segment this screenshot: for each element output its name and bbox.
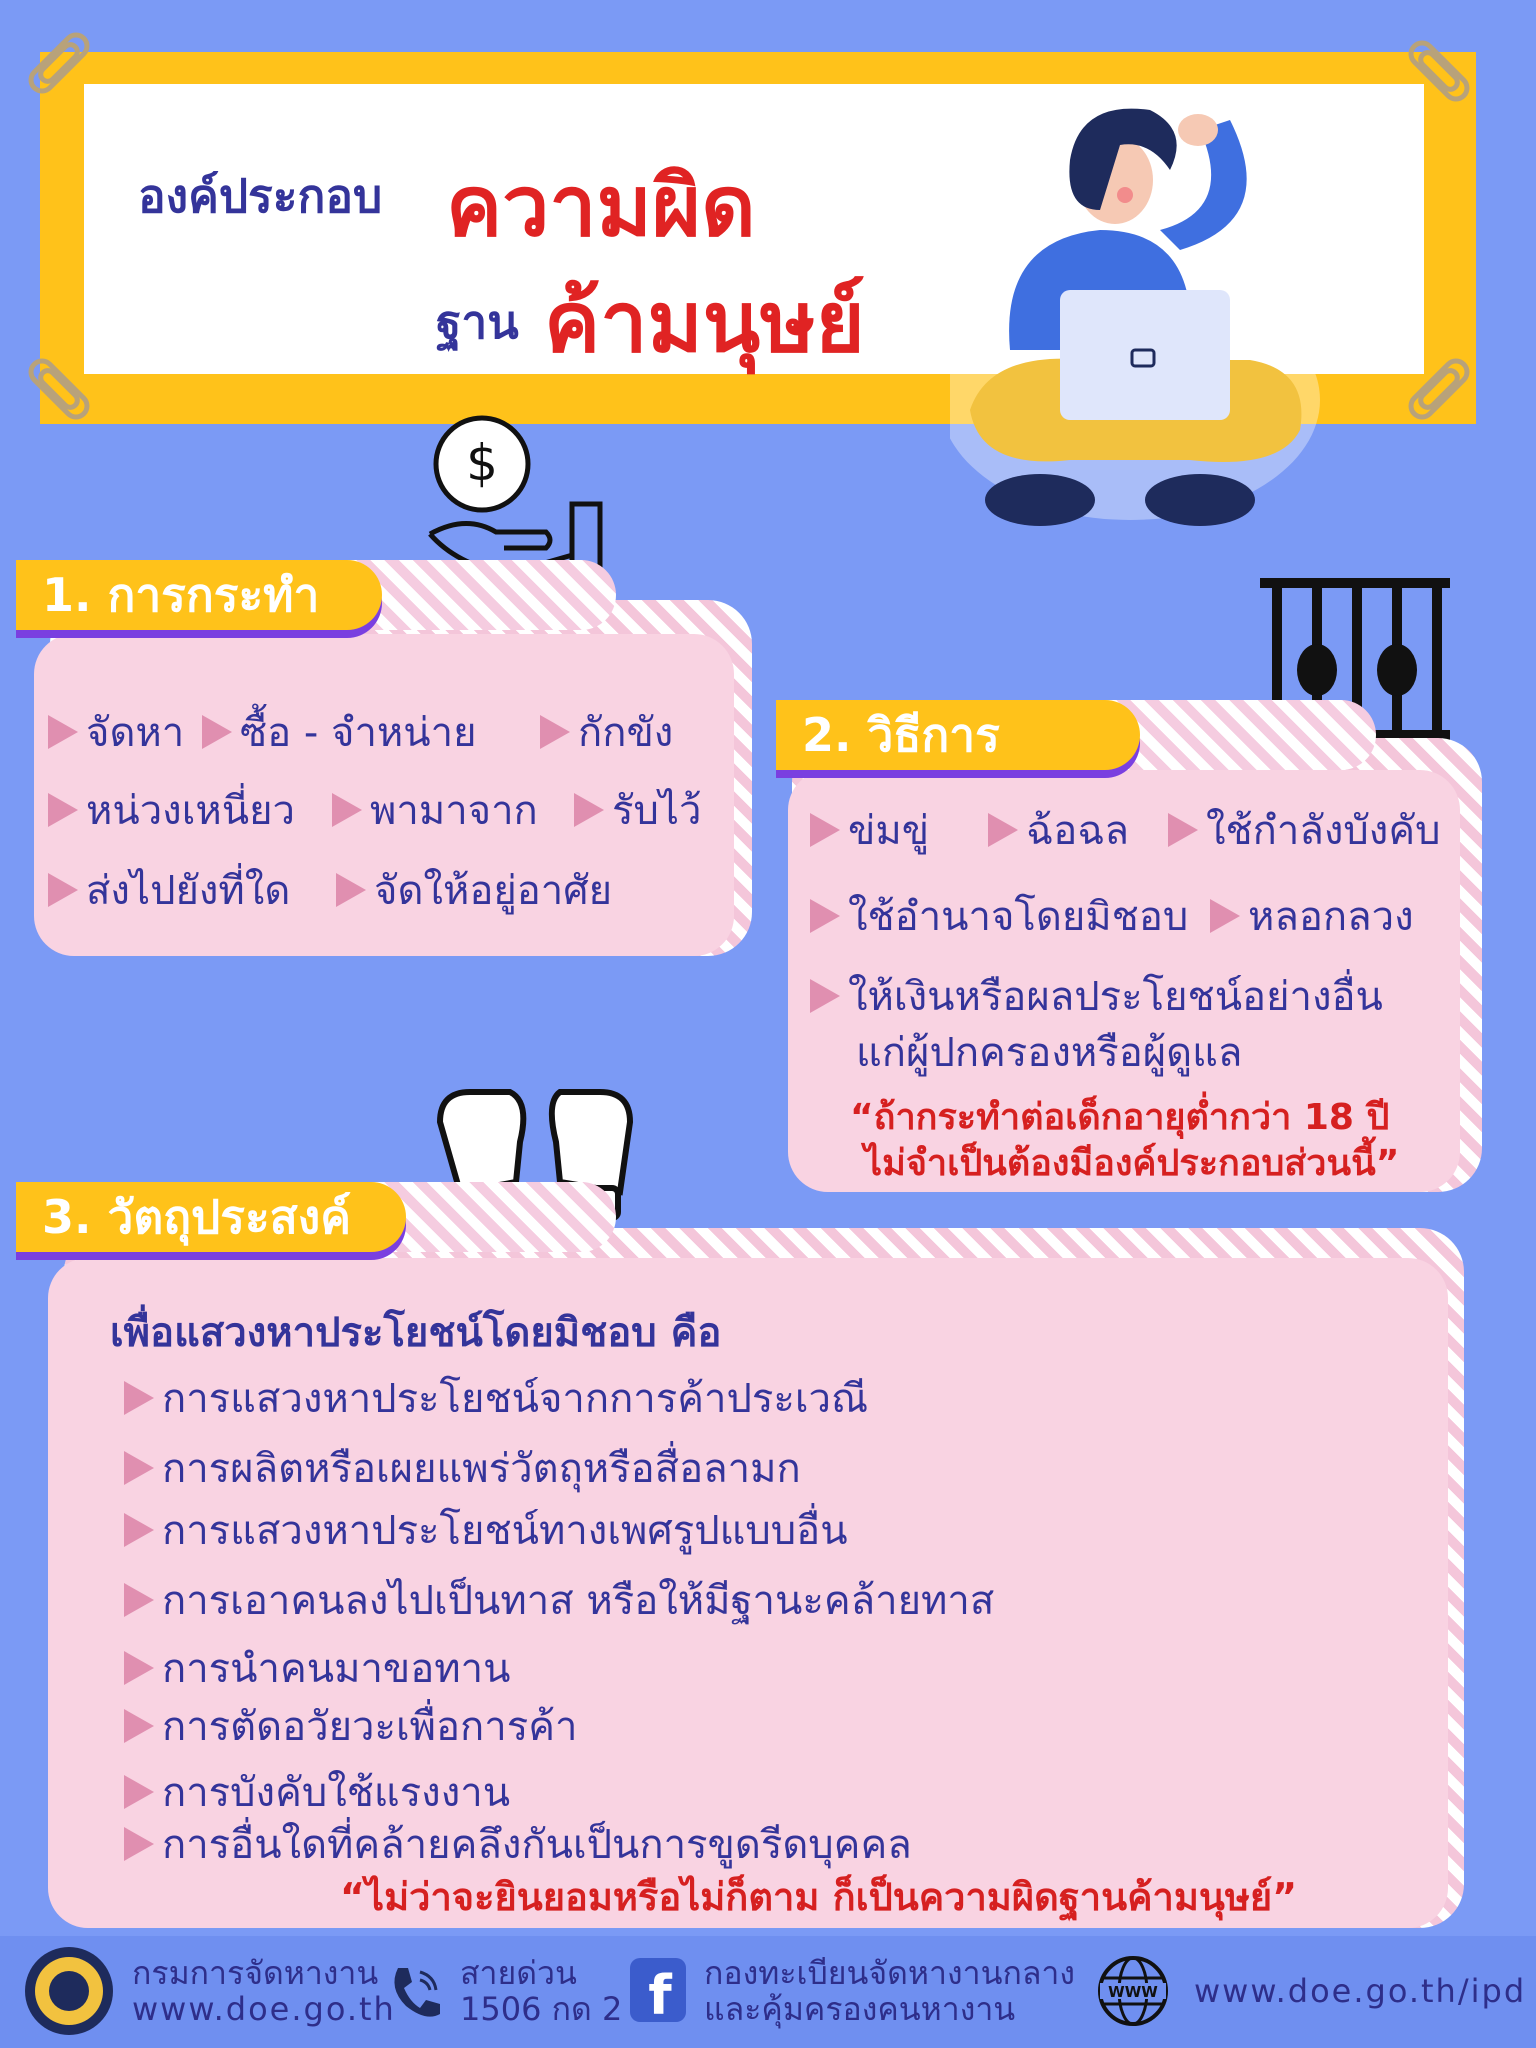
list-item: พามาจาก: [332, 778, 538, 842]
money-hand-icon: [426, 414, 612, 584]
paperclip-icon: [1394, 26, 1484, 116]
title-line1-prefix: องค์ประกอบ: [138, 169, 383, 223]
list-item: การนำคนมาขอทาน: [124, 1636, 510, 1700]
triangle-bullet-icon: [810, 813, 840, 847]
list-item: การแสวงหาประโยชน์ทางเพศรูปแบบอื่น: [124, 1498, 848, 1562]
paperclip-icon: [1394, 344, 1484, 434]
list-item: รับไว้: [574, 778, 701, 842]
triangle-bullet-icon: [574, 793, 604, 827]
section2-note-line2: ไม่จำเป็นต้องมีองค์ประกอบส่วนนี้”: [864, 1143, 1400, 1184]
list-item: การแสวงหาประโยชน์จากการค้าประเวณี: [124, 1366, 868, 1430]
footer-hotline-number[interactable]: 1506 กด 2: [460, 1990, 623, 2028]
triangle-bullet-icon: [124, 1827, 154, 1861]
paperclip-icon: [14, 344, 104, 434]
list-item: ซื้อ - จำหน่าย: [202, 700, 477, 764]
triangle-bullet-icon: [48, 715, 78, 749]
triangle-bullet-icon: [810, 899, 840, 933]
svg-text:$: $: [466, 434, 498, 492]
triangle-bullet-icon: [810, 979, 840, 1013]
title-line2-prefix: ฐาน: [436, 295, 519, 349]
list-item: ให้เงินหรือผลประโยชน์อย่างอื่น: [810, 964, 1383, 1028]
triangle-bullet-icon: [124, 1651, 154, 1685]
footer-division-line2: และคุ้มครองคนหางาน: [704, 1990, 1016, 2028]
list-item: ข่มขู่: [810, 798, 929, 862]
triangle-bullet-icon: [202, 715, 232, 749]
section3-lead: เพื่อแสวงหาประโยชน์โดยมิชอบ คือ: [110, 1310, 722, 1356]
list-item: หน่วงเหนี่ยว: [48, 778, 295, 842]
triangle-bullet-icon: [124, 1775, 154, 1809]
section2-note-line1: “ถ้ากระทำต่อเด็กอายุต่ำกว่า 18 ปี: [850, 1097, 1390, 1138]
list-item: การเอาคนลงไปเป็นทาส หรือให้มีฐานะคล้ายทาส: [124, 1568, 994, 1632]
triangle-bullet-icon: [48, 793, 78, 827]
list-item: กักขัง: [540, 700, 673, 764]
list-item: การผลิตหรือเผยแพร่วัตถุหรือสื่อลามก: [124, 1436, 801, 1500]
list-item: จัดหา: [48, 700, 184, 764]
list-item: การบังคับใช้แรงงาน: [124, 1760, 510, 1824]
section1-heading: 1. การกระทำ: [16, 560, 382, 630]
title-line2-main: ค้ามนุษย์: [544, 273, 865, 371]
title-line1-main: ความผิด: [446, 157, 756, 255]
list-item: ฉ้อฉล: [988, 798, 1129, 862]
footer-website[interactable]: www.doe.go.th/ipd: [1194, 1972, 1527, 2010]
list-item: การอื่นใดที่คล้ายคลึงกันเป็นการขูดรีดบุคคล: [124, 1812, 912, 1876]
triangle-bullet-icon: [124, 1583, 154, 1617]
facebook-icon[interactable]: [628, 1956, 688, 2024]
footer-org-name: กรมการจัดหางาน: [132, 1954, 379, 1992]
triangle-bullet-icon: [988, 813, 1018, 847]
footer-org-url[interactable]: www.doe.go.th: [132, 1990, 396, 2028]
triangle-bullet-icon: [1210, 899, 1240, 933]
triangle-bullet-icon: [124, 1381, 154, 1415]
footer-division-line1: กองทะเบียนจัดหางานกลาง: [704, 1954, 1076, 1992]
paperclip-icon: [14, 18, 104, 108]
phone-icon: [386, 1962, 442, 2022]
list-item: หลอกลวง: [1210, 884, 1414, 948]
list-item: ใช้กำลังบังคับ: [1168, 798, 1440, 862]
triangle-bullet-icon: [332, 793, 362, 827]
globe-www-icon: [1096, 1954, 1170, 2028]
confused-person-illustration: [950, 100, 1350, 540]
section3-note: “ไม่ว่าจะยินยอมหรือไม่ก็ตาม ก็เป็นความผิดฐานค้ามนุษย์”: [340, 1875, 1298, 1919]
triangle-bullet-icon: [540, 715, 570, 749]
triangle-bullet-icon: [48, 873, 78, 907]
list-item: ส่งไปยังที่ใด: [48, 858, 290, 922]
department-logo: [22, 1944, 116, 2038]
footer-hotline-label: สายด่วน: [460, 1954, 577, 1992]
triangle-bullet-icon: [336, 873, 366, 907]
triangle-bullet-icon: [124, 1709, 154, 1743]
svg-text:WWW: WWW: [1108, 1983, 1158, 2001]
section3-heading: 3. วัตถุประสงค์: [16, 1182, 406, 1252]
triangle-bullet-icon: [124, 1513, 154, 1547]
triangle-bullet-icon: [124, 1451, 154, 1485]
list-item: การตัดอวัยวะเพื่อการค้า: [124, 1694, 577, 1758]
list-item: ใช้อำนาจโดยมิชอบ: [810, 884, 1188, 948]
section2-heading: 2. วิธีการ: [776, 700, 1140, 770]
list-item: จัดให้อยู่อาศัย: [336, 858, 612, 922]
triangle-bullet-icon: [1168, 813, 1198, 847]
list-item-continuation: แก่ผู้ปกครองหรือผู้ดูแล: [856, 1030, 1243, 1076]
svg-text:f: f: [648, 1964, 672, 2024]
